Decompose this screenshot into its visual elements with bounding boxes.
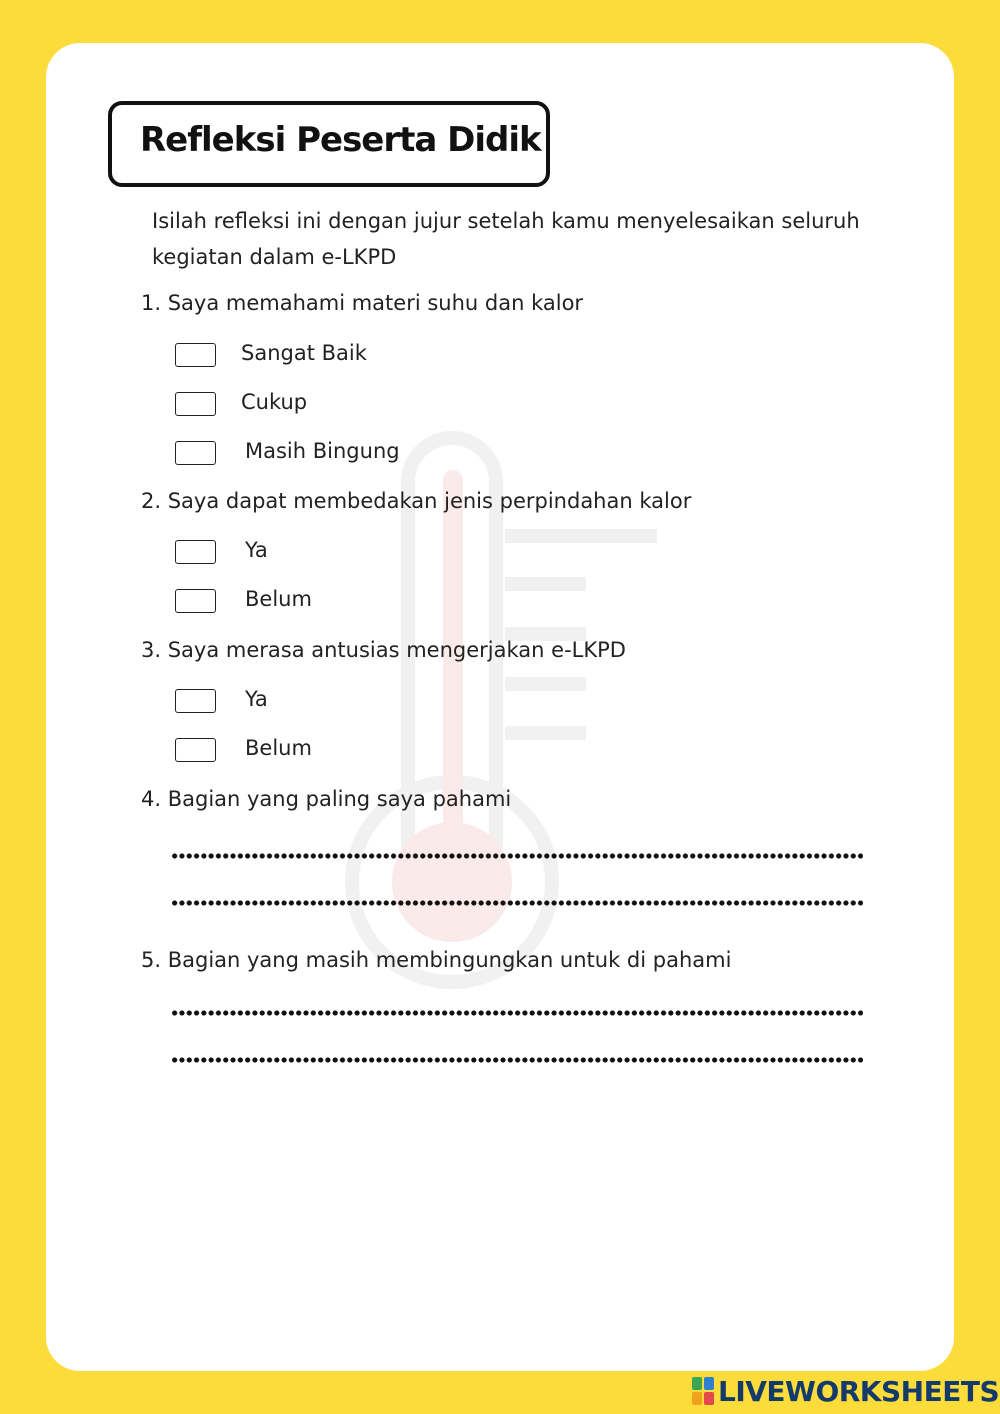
answer-line[interactable] (171, 1055, 863, 1065)
checkbox[interactable] (175, 589, 216, 613)
question-5: 5. Bagian yang masih membingungkan untuk di pahami (141, 948, 732, 972)
question-2: 2. Saya dapat membedakan jenis perpindahan kalor (141, 489, 692, 513)
answer-line[interactable] (171, 1008, 863, 1018)
checkbox[interactable] (175, 343, 216, 367)
liveworksheets-logo[interactable] (692, 1374, 999, 1408)
title-box (108, 101, 550, 187)
checkbox[interactable] (175, 738, 216, 762)
checkbox[interactable] (175, 392, 216, 416)
option-label: Belum (245, 587, 312, 611)
logo-text: LIVEWORKSHEETS (718, 1374, 1000, 1408)
liveworksheets-logo-mark (692, 1377, 714, 1405)
question-1: 1. Saya memahami materi suhu dan kalor (141, 291, 584, 315)
answer-line[interactable] (171, 851, 863, 861)
checkbox[interactable] (175, 441, 216, 465)
instructions: Isilah refleksi ini dengan jujur setelah kamu menyelesaikan seluruh kegiatan dalam e-LKPD (152, 209, 860, 269)
option-label: Ya (245, 687, 268, 711)
checkbox[interactable] (175, 540, 216, 564)
option-label: Sangat Baik (241, 341, 367, 365)
question-4: 4. Bagian yang paling saya pahami (141, 787, 512, 811)
option-label: Masih Bingung (245, 439, 400, 463)
answer-line[interactable] (171, 898, 863, 908)
option-label: Cukup (241, 390, 308, 414)
page-title: Refleksi Peserta Didik (140, 120, 541, 160)
option-label: Belum (245, 736, 312, 760)
checkbox[interactable] (175, 689, 216, 713)
question-3: 3. Saya merasa antusias mengerjakan e-LKPD (141, 638, 626, 662)
option-label: Ya (245, 538, 268, 562)
